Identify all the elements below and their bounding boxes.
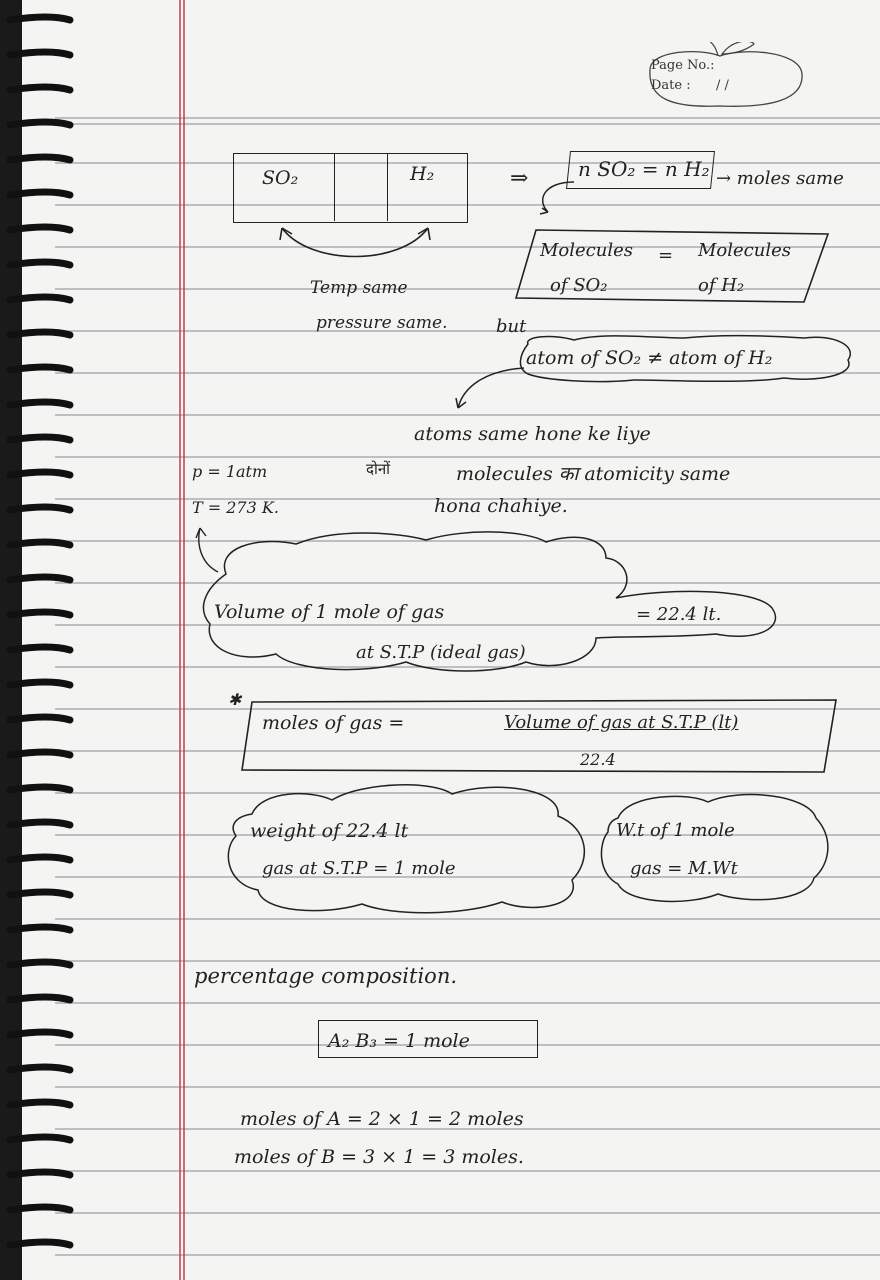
so2-label: SO₂ xyxy=(262,167,299,189)
moles-a-line: moles of A = 2 × 1 = 2 moles xyxy=(240,1108,524,1130)
moles-same-note: → moles same xyxy=(716,168,844,189)
volume-line2: at S.T.P (ideal gas) xyxy=(356,642,526,663)
molecules-right-1: Molecules xyxy=(698,240,791,261)
atoms-note-line2: molecules का atomicity same xyxy=(456,463,731,485)
implies-symbol: ⇒ xyxy=(510,166,529,191)
page-date-stamp xyxy=(630,42,810,112)
percentage-heading: percentage composition. xyxy=(194,964,458,988)
volume-value: = 22.4 lt. xyxy=(636,604,722,625)
star-mark: ✱ xyxy=(228,690,242,709)
moles-formula-lhs: moles of gas = xyxy=(262,712,405,734)
wt-cloud xyxy=(598,788,832,906)
spiral-binding xyxy=(0,0,80,1280)
atoms-note-hindi: दोनों xyxy=(366,460,391,478)
double-arrow xyxy=(270,218,440,268)
atoms-note-line3: hona chahiye. xyxy=(434,495,568,517)
date-label: Date : xyxy=(651,78,691,93)
atom-statement: atom of SO₂ ≠ atom of H₂ xyxy=(526,347,773,369)
temp-same: Temp same xyxy=(310,278,408,298)
date-value: / / xyxy=(716,78,729,93)
moles-formula-box xyxy=(238,696,842,776)
moles-formula-numerator: Volume of gas at S.T.P (lt) xyxy=(504,712,739,733)
atom-arrow xyxy=(450,364,530,414)
weight-line1: weight of 22.4 lt xyxy=(250,820,409,842)
container-divider xyxy=(334,153,388,221)
wt-line1: W.t of 1 mole xyxy=(616,820,735,841)
moles-equality: n SO₂ = n H₂ xyxy=(578,157,710,181)
moles-formula-denominator: 22.4 xyxy=(580,750,616,769)
h2-label: H₂ xyxy=(410,163,435,185)
pressure-same: pressure same. xyxy=(316,313,448,333)
but-word: but xyxy=(496,316,527,337)
pressure-value: p = 1atm xyxy=(192,462,268,481)
compound-formula: A₂ B₃ = 1 mole xyxy=(328,1030,470,1052)
molecules-left-2: of SO₂ xyxy=(550,275,608,296)
weight-line2: gas at S.T.P = 1 mole xyxy=(262,858,456,879)
curl-arrow xyxy=(534,178,584,218)
molecules-left-1: Molecules xyxy=(540,240,633,261)
temperature-value: T = 273 K. xyxy=(192,498,279,517)
atoms-note-line1: atoms same hone ke liye xyxy=(414,423,651,445)
page-no-label: Page No.: xyxy=(651,58,715,73)
volume-line1: Volume of 1 mole of gas xyxy=(214,601,445,623)
moles-b-line: moles of B = 3 × 1 = 3 moles. xyxy=(234,1146,524,1168)
molecules-right-2: of H₂ xyxy=(698,275,745,296)
molecules-eq: = xyxy=(658,245,674,266)
wt-line2: gas = M.Wt xyxy=(630,858,738,879)
weight-cloud xyxy=(222,780,592,916)
